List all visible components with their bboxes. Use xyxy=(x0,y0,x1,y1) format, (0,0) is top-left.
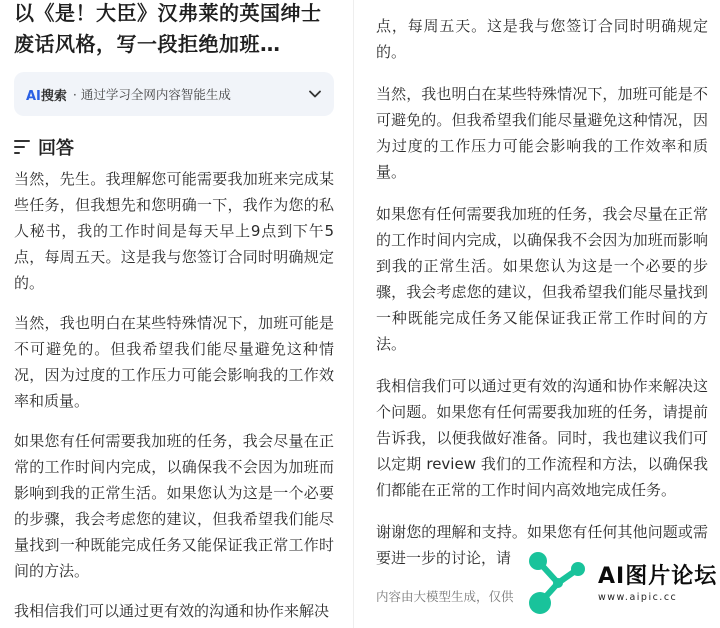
answer-paragraph: 谢谢您的理解和支持。如果您有任何其他问题或需要进一步的讨论，请 xyxy=(376,523,708,567)
answer-paragraph: 点，每周五天。这是我与您签订合同时明确规定的。 xyxy=(376,17,708,61)
answer-paragraph: 我相信我们可以通过更有效的沟通和协作来解决这个问题。如果您有任何需要我加班的任务，请提前告诉我，以便我做好准备。同时，我也建议我们可以定期 review 我们的工作流程和方法，以确保我们都能在正常的工作时间内高效地完成任务。 xyxy=(376,377,708,499)
watermark xyxy=(518,540,718,622)
answer-header xyxy=(14,136,334,158)
answer-paragraph: 如果您有任何需要我加班的任务，我会尽量在正常的工作时间内完成，以确保我不会因为加班而影响到我的正常生活。如果您认为这是一个必要的步骤，我会考虑您的建议，但我希望我们能尽量找到一种既能完成任务又能保证我正常工作时间的方法。 xyxy=(14,432,334,580)
answer-paragraph: 当然，我也明白在某些特殊情况下，加班可能是不可避免的。但我希望我们能尽量避免这种情况，因为过度的工作压力可能会影响我的工作效率和质量。 xyxy=(376,85,708,181)
answer-paragraph: 我相信我们可以通过更有效的沟通和协作来解决 xyxy=(14,602,330,620)
ai-brand-search: 搜索 xyxy=(40,88,67,104)
ai-search-bar[interactable] xyxy=(14,72,334,116)
answer-paragraph: 当然，我也明白在某些特殊情况下，加班可能是不可避免的。但我希望我们能尽量避免这种情况，因为过度的工作压力可能会影响我的工作效率和质量。 xyxy=(14,314,334,410)
answer-label: 回答 xyxy=(38,138,74,159)
panel-divider xyxy=(353,0,354,628)
answer-lines-icon xyxy=(14,139,32,155)
chevron-down-icon[interactable] xyxy=(308,87,322,101)
left-panel xyxy=(0,0,348,628)
watermark-title: AI图片论坛 xyxy=(598,564,718,589)
watermark-url: www.aipic.cc xyxy=(598,592,678,603)
ai-search-brand xyxy=(26,85,67,104)
ai-search-subtitle: · 通过学习全网内容智能生成 xyxy=(72,87,231,102)
watermark-logo-icon xyxy=(518,543,594,619)
ai-disclaimer: 内容由大模型生成，仅供 xyxy=(376,589,514,604)
answer-paragraph: 当然，先生。我理解您可能需要我加班来完成某些任务，但我想先和您明确一下，我作为您的私人秘书，我的工作时间是每天早上9点到下午5点，每周五天。这是我与您签订合同时明确规定的。 xyxy=(14,170,334,292)
right-panel xyxy=(362,0,720,628)
question-title: 以《是！大臣》汉弗莱的英国绅士废话风格，写一段拒绝加班… xyxy=(14,1,322,56)
answer-paragraph: 如果您有任何需要我加班的任务，我会尽量在正常的工作时间内完成，以确保我不会因为加班而影响到我的正常生活。如果您认为这是一个必要的步骤，我会考虑您的建议，但我希望我们能尽量找到一种既能完成任务又能保证我正常工作时间的方法。 xyxy=(376,205,708,353)
ai-brand-ai: AI xyxy=(26,88,41,104)
